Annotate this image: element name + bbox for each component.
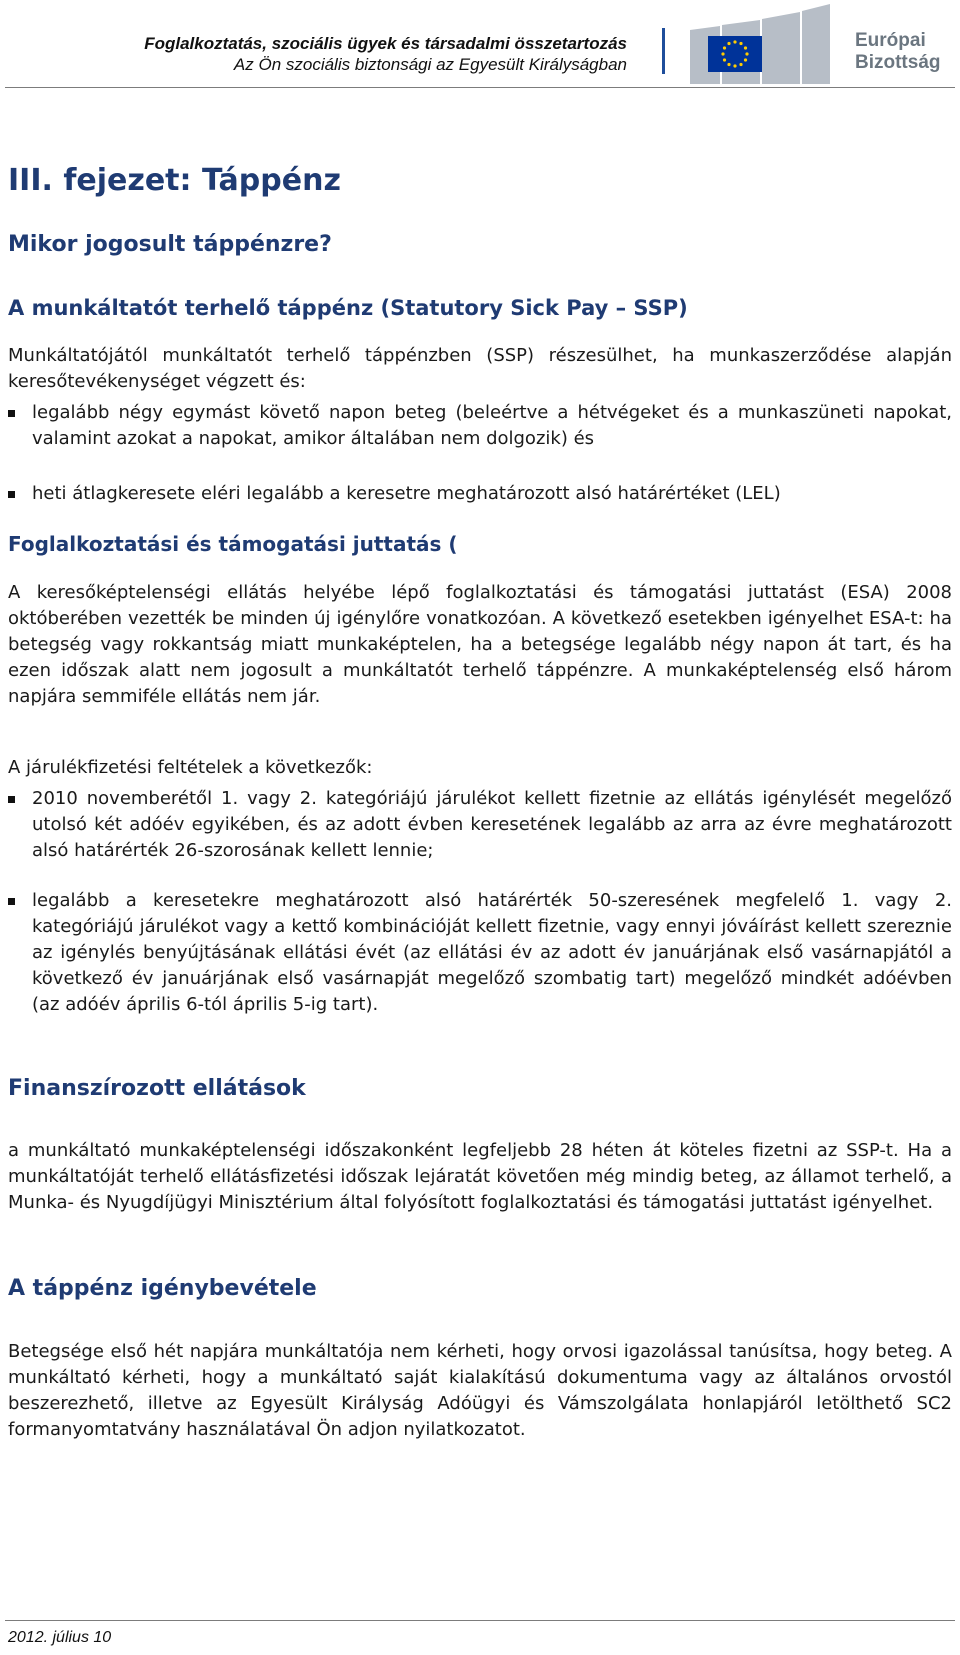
bullet-icon [8,491,15,498]
bullet-icon [8,410,15,417]
ssp-intro: Munkáltatójától munkáltatót terhelő táppénzben (SSP) részesülhet, ha munkaszerződése alapján keresőtevékenységet végzett és: [8,345,952,392]
claim-paragraph: Betegsége első hét napjára munkáltatója nem kérheti, hogy orvosi igazolással tanúsítsa, hogy beteg. A munkáltató kérheti, hogy a munkáltató saját kialakítású dokumentuma vagy az általános orvostól beszerezhető, illetve az Egyesült Királyság Adóügyi és Vámszolgálata honlapjáról letölthető SC2 formanyomtatvány használatával Ön adjon nyilatkozatot. [8,1341,952,1440]
chapter-title: III. fejezet: Táppénz [8,163,341,198]
wordmark-line1: Európai [855,30,926,51]
list-item-text: heti átlagkeresete eléri legalább a keresetre meghatározott alsó határértéket (LEL) [32,483,781,504]
esa-heading: Foglalkoztatási és támogatási juttatás ( [8,532,458,556]
header-rule [5,87,955,88]
bullet-icon [8,898,15,905]
header-divider [662,28,665,74]
footer-rule [5,1620,955,1621]
conditions-intro: A járulékfizetési feltételek a következők: [8,757,373,778]
list-item [8,481,952,507]
wordmark-line2: Bizottság [855,52,941,73]
list-item [8,888,952,1018]
claim-heading: A táppénz igénybevétele [8,1276,317,1301]
list-item [8,786,952,864]
header-subtitle: Az Ön szociális biztonsági az Egyesült Királyságban [233,55,627,74]
section-eligibility-heading: Mikor jogosult táppénzre? [8,232,332,257]
list-item-text: legalább négy egymást követő napon beteg (beleértve a hétvégeket és a munkaszüneti napokat, valamint azokat a napokat, amikor általában nem dolgozik) és [32,402,952,449]
list-item-text: 2010 novemberétől 1. vagy 2. kategóriájú járulékot kellett fizetnie az ellátás igénylését megelőző utolsó két adóév egyikében, és az adott évben keresetének legalább az arra az évre meghatározott alsó határérték 26-szorosának kellett lennie; [32,788,952,861]
european-commission-logo-icon [690,2,850,84]
footer-date: 2012. július 10 [8,1629,112,1646]
page-header [0,0,960,88]
list-item [8,400,952,452]
header-title: Foglalkoztatás, szociális ügyek és társadalmi összetartozás [144,34,627,53]
funded-paragraph: a munkáltató munkaképtelenségi időszakonként legfeljebb 28 héten át köteles fizetni az SSP-t. Ha a munkáltatóját terhelő ellátásfizetési időszak lejáratát követően még mindig beteg, az államot terhelő, a Munka- és Nyugdíjügyi Minisztérium által folyósított foglalkoztatási és támogatási juttatást igényelhet. [8,1140,952,1213]
european-commission-wordmark [855,30,941,74]
ssp-heading: A munkáltatót terhelő táppénz (Statutory Sick Pay – SSP) [8,296,688,320]
bullet-icon [8,796,15,803]
list-item-text: legalább a keresetekre meghatározott alsó határérték 50-szeresének megfelelő 1. vagy 2. kategóriájú járulékot vagy a kettő kombinációját kellett fizetnie, vagy ennyi jóváírást kellett szereznie az igénylés benyújtásának ellátási évét (az ellátási év az adott év januárjának első vasárnapjától a következő év januárjának első vasárnapját megelőző szombatig tart) megelőző mindkét adóévben (az adóév április 6-tól április 5-ig tart). [32,890,952,1015]
esa-paragraph: A keresőképtelenségi ellátás helyébe lépő foglalkoztatási és támogatási juttatást (ESA) 2008 októberében vezették be minden új igénylőre vonatkozóan. A következő esetekben igényelhet ESA-t: ha betegség vagy rokkantság miatt munkaképtelen, ha a betegsége legalább négy napon át tart, és ha ezen időszak alatt nem jogosult a munkáltatót terhelő táppénzre. A munkaképtelenség első három napjára semmiféle ellátás nem jár. [8,582,952,707]
funded-heading: Finanszírozott ellátások [8,1076,306,1101]
